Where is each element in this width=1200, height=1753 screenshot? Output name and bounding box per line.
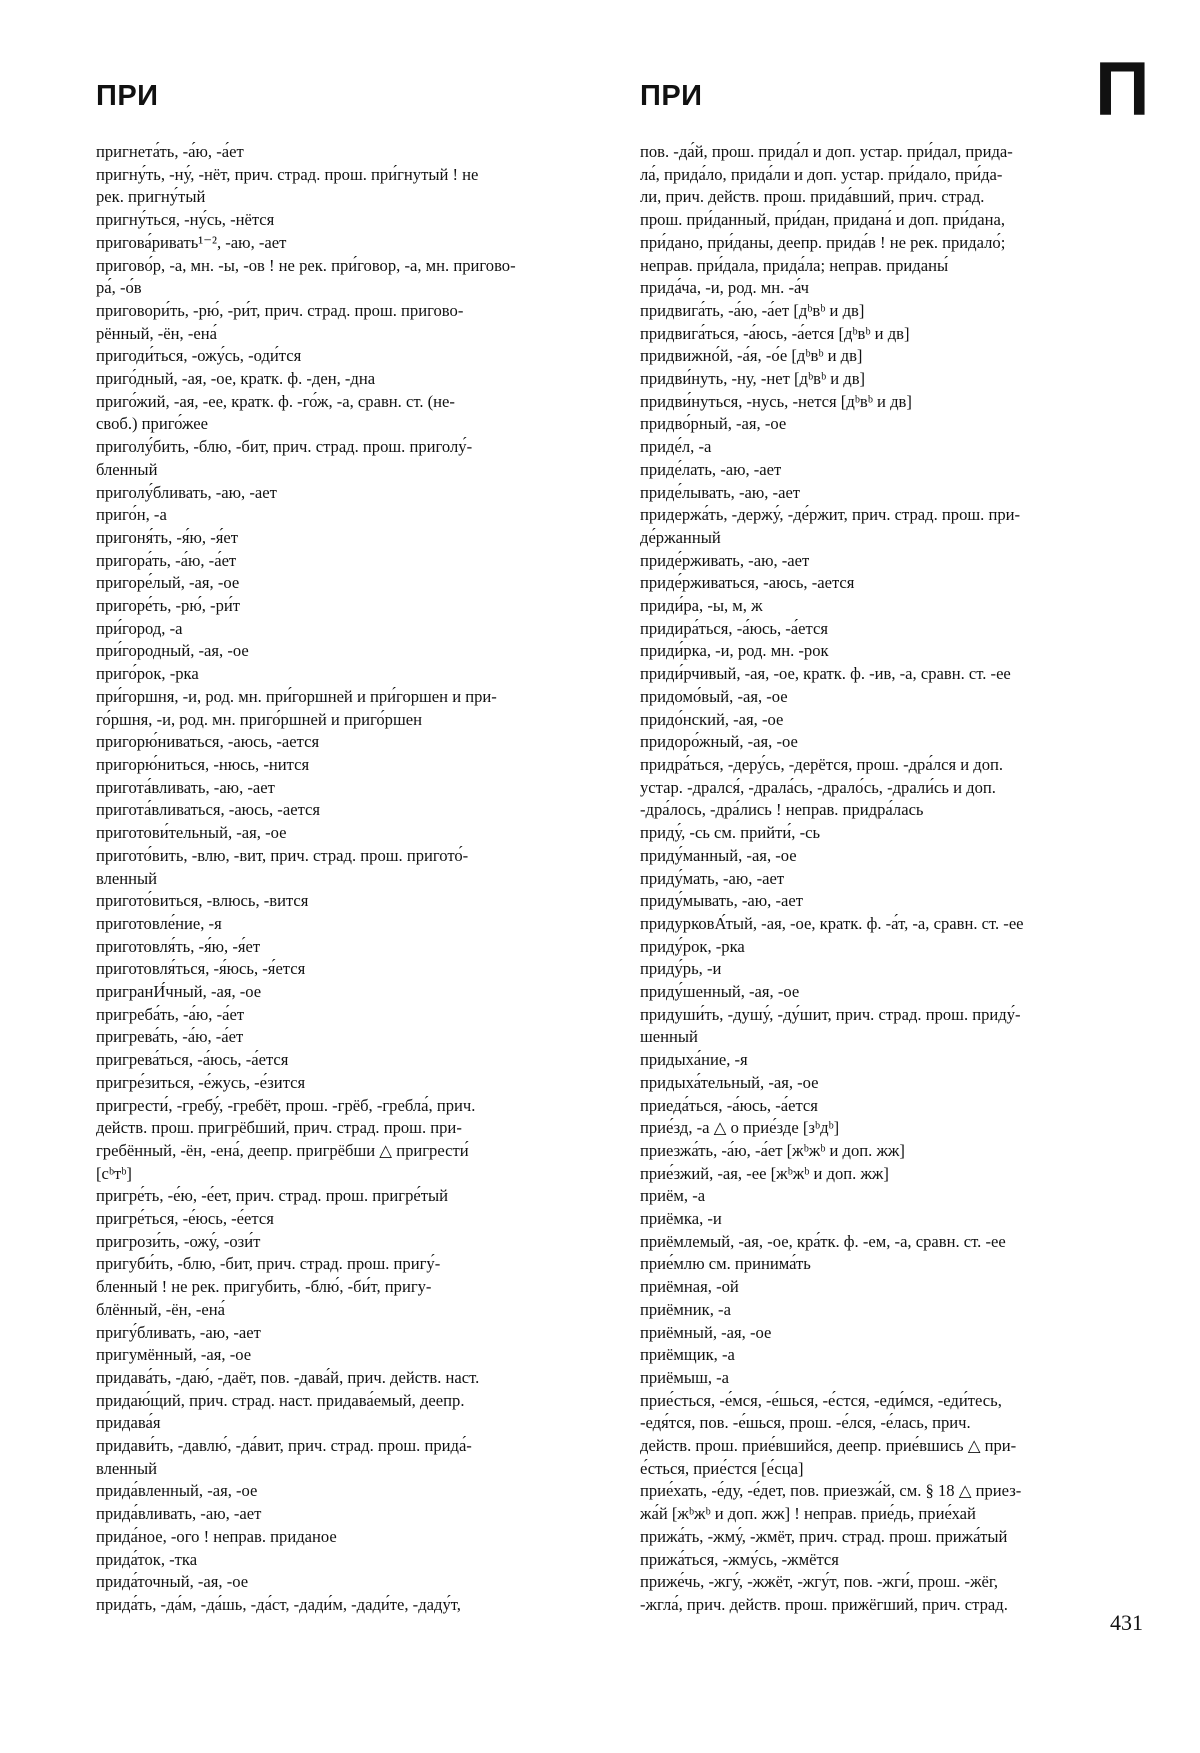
dictionary-line: при́городный, -ая, -ое [96, 641, 249, 661]
dictionary-line: придоро́жный, -ая, -ое [640, 732, 798, 752]
dictionary-line: пригрести́, -гребу́, -гребёт, прош. -грёб, -гребла́, прич. [96, 1095, 476, 1115]
dictionary-line: придво́рный, -ая, -ое [640, 414, 787, 434]
dictionary-line: пригора́ть, -а́ю, -а́ет [96, 550, 237, 570]
dictionary-line: пригота́вливать, -аю, -ает [96, 777, 275, 797]
dictionary-line: придурковА́тый, -ая, -ое, кратк. ф. -а́т, -а, сравн. ст. -ее [640, 913, 1024, 933]
dictionary-line: прида́вливать, -аю, -ает [96, 1504, 262, 1524]
dictionary-line: пригото́виться, -влюсь, -вится [96, 891, 309, 911]
dictionary-line: пригре́ться, -е́юсь, -е́ется [96, 1209, 274, 1229]
dictionary-line: пригрева́ться, -а́юсь, -а́ется [96, 1050, 289, 1070]
dictionary-line: приго́жий, -ая, -ее, кратк. ф. -го́ж, -а, сравн. ст. (не- [96, 391, 455, 411]
dictionary-line: при́дано, при́даны, деепр. прида́в ! не рек. придало́; [640, 232, 1006, 252]
dictionary-line: прида́ток, -тка [96, 1549, 198, 1569]
dictionary-line: пригоре́ть, -рю́, -ри́т [96, 596, 240, 616]
dictionary-line: придви́нуть, -ну, -нет [дᵇвᵇ и дв] [640, 369, 866, 389]
dictionary-line: приде́л, -а [640, 437, 712, 457]
dictionary-line: придомо́вый, -ая, -ое [640, 686, 788, 706]
dictionary-line: придави́ть, -давлю́, -да́вит, прич. страд. прош. прида́- [96, 1436, 472, 1456]
dictionary-line: приже́чь, -жгу́, -жжёт, -жгу́т, пов. -жги́, прош. -жёг, [640, 1572, 998, 1592]
dictionary-line: прие́зжий, -ая, -ее [жᵇжᵇ и доп. жж] [640, 1163, 889, 1183]
dictionary-line: приёмный, -ая, -ое [640, 1322, 772, 1342]
dictionary-line: приготови́тельный, -ая, -ое [96, 823, 287, 843]
dictionary-line: придра́ться, -деру́сь, -дерётся, прош. -дра́лся и доп. [640, 754, 1004, 774]
dictionary-line: прош. при́данный, при́дан, придана́ и доп. при́дана, [640, 210, 1006, 230]
dictionary-line: приёмник, -а [640, 1299, 731, 1319]
dictionary-line: прие́хать, -е́ду, -е́дет, пов. приезжа́й, см. § 18 △ приез- [640, 1481, 1022, 1501]
dictionary-line: приёмыш, -а [640, 1367, 730, 1387]
dictionary-line: -жгла́, прич. действ. прош. прижёгший, прич. страд. [640, 1595, 1008, 1614]
section-letter: П [1095, 47, 1150, 132]
dictionary-line: пригота́вливаться, -аюсь, -ается [96, 800, 321, 820]
dictionary-line: пригре́ть, -е́ю, -е́ет, прич. страд. прош. пригре́тый [96, 1186, 449, 1206]
dictionary-line: вленный [96, 868, 158, 888]
dictionary-line: -дра́лось, -дра́лись ! неправ. придра́лась [640, 800, 924, 820]
dictionary-line: приду́рь, -и [640, 959, 722, 979]
dictionary-line: неправ. при́дала, прида́ла; неправ. приданы́ [640, 255, 949, 275]
dictionary-line: приду́мать, -аю, -ает [640, 868, 785, 888]
dictionary-line: де́ржанный [640, 527, 721, 547]
dictionary-line: пригре́зиться, -е́жусь, -е́зится [96, 1072, 306, 1092]
dictionary-line: приголу́бливать, -аю, -ает [96, 482, 277, 502]
dictionary-line: бленный [96, 459, 158, 479]
dictionary-line: приде́лать, -аю, -ает [640, 459, 782, 479]
dictionary-line: приголу́бить, -блю, -бит, прич. страд. прош. приголу́- [96, 437, 473, 457]
dictionary-line: приёмщик, -а [640, 1345, 735, 1365]
dictionary-line: ли, прич. действ. прош. прида́вший, прич. страд. [640, 187, 985, 207]
dictionary-line: устар. -дрался́, -драла́сь, -драло́сь, -драли́сь и доп. [640, 777, 996, 797]
dictionary-line: пригоре́лый, -ая, -ое [96, 573, 240, 593]
dictionary-line: придвига́ться, -а́юсь, -а́ется [дᵇвᵇ и дв] [640, 323, 910, 343]
dictionary-line: приго́рок, -рка [96, 664, 199, 684]
dictionary-line: пригну́ться, -ну́сь, -нётся [96, 210, 275, 230]
dictionary-line: пригрози́ть, -ожу́, -ози́т [96, 1231, 261, 1251]
dictionary-line: блённый, -ён, -ена́ [96, 1299, 225, 1319]
dictionary-line: при́город, -а [96, 618, 183, 638]
dictionary-line: приди́рка, -и, род. мн. -рок [640, 641, 829, 661]
dictionary-line: приёмная, -ой [640, 1277, 739, 1297]
dictionary-line: приеда́ться, -а́юсь, -а́ется [640, 1095, 818, 1115]
dictionary-line: прида́вленный, -ая, -ое [96, 1481, 258, 1501]
running-head-left: ПРИ [96, 80, 159, 112]
dictionary-line: пригну́ть, -ну́, -нёт, прич. страд. прош. при́гнутый ! не [96, 164, 479, 184]
dictionary-line: пов. -да́й, прош. прида́л и доп. устар. при́дал, прида- [640, 142, 1013, 161]
dictionary-line: пригова́ривать¹⁻², -аю, -ает [96, 232, 287, 252]
dictionary-line: придава́ть, -даю́, -даёт, пов. -дава́й, прич. действ. наст. [96, 1367, 480, 1387]
dictionary-line: прида́ное, -ого ! неправ. приданое [96, 1526, 337, 1546]
dictionary-line: пригранИ́чный, -ая, -ое [96, 982, 262, 1002]
dictionary-line: е́сться, прие́стся [е́сца] [640, 1458, 804, 1478]
dictionary-line: приго́н, -а [96, 505, 167, 525]
dictionary-line: приготовле́ние, -я [96, 913, 222, 933]
dictionary-line: прида́ча, -и, род. мн. -а́ч [640, 278, 810, 298]
dictionary-line: [сᵇтᵇ] [96, 1163, 132, 1183]
dictionary-line: приду́манный, -ая, -ое [640, 845, 797, 865]
dictionary-line: приду́, -сь см. прийти́, -сь [640, 823, 821, 843]
dictionary-column-left [96, 141, 601, 1617]
dictionary-line: прижа́ться, -жму́сь, -жмётся [640, 1549, 839, 1569]
dictionary-line: прие́зд, -а △ о прие́зде [зᵇдᵇ] [640, 1118, 840, 1138]
dictionary-line: придира́ться, -а́юсь, -а́ется [640, 618, 828, 638]
dictionary-line: приговори́ть, -рю́, -ри́т, прич. страд. прош. пригово- [96, 300, 464, 320]
dictionary-line: придуши́ть, -душу́, -ду́шит, прич. страд. прош. приду́- [640, 1004, 1021, 1024]
dictionary-line: пригумённый, -ая, -ое [96, 1345, 252, 1365]
dictionary-line: прижа́ть, -жму́, -жмёт, прич. страд. прош. прижа́тый [640, 1526, 1008, 1546]
dictionary-line: приго́дный, -ая, -ое, кратк. ф. -ден, -дна [96, 369, 376, 389]
dictionary-line: приготовля́ться, -я́юсь, -я́ется [96, 959, 306, 979]
dictionary-line: приде́рживать, -аю, -ает [640, 550, 810, 570]
dictionary-line: придвижно́й, -а́я, -о́е [дᵇвᵇ и дв] [640, 346, 863, 366]
dictionary-line: приезжа́ть, -а́ю, -а́ет [жᵇжᵇ и доп. жж] [640, 1140, 905, 1160]
dictionary-line: вленный [96, 1458, 158, 1478]
dictionary-line: придо́нский, -ая, -ое [640, 709, 784, 729]
dictionary-line: рённый, -ён, -ена́ [96, 323, 217, 343]
dictionary-line: го́ршня, -и, род. мн. приго́ршней и приго́ршен [96, 709, 423, 729]
dictionary-line: приде́рживаться, -аюсь, -ается [640, 573, 855, 593]
dictionary-line: приду́мывать, -аю, -ает [640, 891, 803, 911]
dictionary-line: приду́шенный, -ая, -ое [640, 982, 800, 1002]
dictionary-line: при́горшня, -и, род. мн. при́горшней и при́горшен и при- [96, 686, 497, 706]
dictionary-line: пригоди́ться, -ожу́сь, -оди́тся [96, 346, 302, 366]
dictionary-line: пригорю́ниваться, -аюсь, -ается [96, 732, 320, 752]
dictionary-line: придава́я [96, 1413, 161, 1433]
dictionary-line: бленный ! не рек. пригубить, -блю́, -би́т, пригу- [96, 1277, 432, 1297]
dictionary-column-right [640, 141, 1145, 1617]
dictionary-line: своб.) приго́жее [96, 414, 208, 434]
dictionary-line: пригрева́ть, -а́ю, -а́ет [96, 1027, 244, 1047]
dictionary-line: приёмка, -и [640, 1209, 722, 1229]
dictionary-line: придаю́щий, прич. страд. наст. придава́емый, деепр. [96, 1390, 465, 1410]
dictionary-line: пригнета́ть, -а́ю, -а́ет [96, 142, 244, 161]
dictionary-line: пригорю́ниться, -нюсь, -нится [96, 754, 310, 774]
dictionary-line: приём, -а [640, 1186, 706, 1206]
dictionary-line: шенный [640, 1027, 698, 1047]
dictionary-line: ра́, -о́в [96, 278, 142, 298]
dictionary-line: жа́й [жᵇжᵇ и доп. жж] ! неправ. прие́дь, прие́хай [640, 1504, 976, 1524]
dictionary-line: гребённый, -ён, -ена́, деепр. пригрёбши △ пригрести́ [96, 1140, 469, 1160]
dictionary-line: прида́точный, -ая, -ое [96, 1572, 249, 1592]
dictionary-line: прие́сться, -е́мся, -е́шься, -е́стся, -еди́мся, -еди́тесь, [640, 1390, 1002, 1410]
dictionary-line: пригу́бливать, -аю, -ает [96, 1322, 261, 1342]
dictionary-line: ла́, прида́ло, прида́ли и доп. устар. при́дало, при́да- [640, 164, 1003, 184]
dictionary-line: придержа́ть, -держу́, -де́ржит, прич. страд. прош. при- [640, 505, 1021, 525]
dictionary-line: приёмлемый, -ая, -ое, кра́тк. ф. -ем, -а, сравн. ст. -ее [640, 1231, 1006, 1251]
dictionary-line: прида́ть, -да́м, -да́шь, -да́ст, -дади́м, -дади́те, -даду́т, [96, 1595, 461, 1614]
dictionary-line: приду́рок, -рка [640, 936, 745, 956]
dictionary-line: пригреба́ть, -а́ю, -а́ет [96, 1004, 245, 1024]
running-head-right: ПРИ [640, 80, 703, 112]
dictionary-line: придвига́ть, -а́ю, -а́ет [дᵇвᵇ и дв] [640, 300, 865, 320]
dictionary-line: придыха́ние, -я [640, 1050, 748, 1070]
dictionary-line: пригуби́ть, -блю, -бит, прич. страд. прош. пригу́- [96, 1254, 441, 1274]
dictionary-line: -едя́тся, пов. -е́шься, прош. -е́лся, -е́лась, прич. [640, 1413, 971, 1433]
dictionary-line: приде́лывать, -аю, -ает [640, 482, 801, 502]
dictionary-line: действ. прош. пригрёбший, прич. страд. прош. при- [96, 1118, 462, 1138]
dictionary-line: рек. пригну́тый [96, 187, 206, 207]
dictionary-line: действ. прош. прие́вшийся, деепр. прие́вшись △ при- [640, 1436, 1017, 1456]
dictionary-line: прие́млю см. принима́ть [640, 1254, 811, 1274]
dictionary-line: приди́ра, -ы, м, ж [640, 596, 763, 616]
dictionary-line: пригоня́ть, -я́ю, -я́ет [96, 527, 239, 547]
dictionary-line: приготовля́ть, -я́ю, -я́ет [96, 936, 261, 956]
dictionary-line: пригото́вить, -влю, -вит, прич. страд. прош. пригото́- [96, 845, 469, 865]
dictionary-line: придыха́тельный, -ая, -ое [640, 1072, 819, 1092]
dictionary-line: пригово́р, -а, мн. -ы, -ов ! не рек. при́говор, -а, мн. пригово- [96, 255, 516, 275]
dictionary-line: придви́нуться, -нусь, -нется [дᵇвᵇ и дв] [640, 391, 912, 411]
page-number: 431 [1110, 1610, 1143, 1635]
dictionary-line: приди́рчивый, -ая, -ое, кратк. ф. -ив, -а, сравн. ст. -ее [640, 664, 1011, 684]
